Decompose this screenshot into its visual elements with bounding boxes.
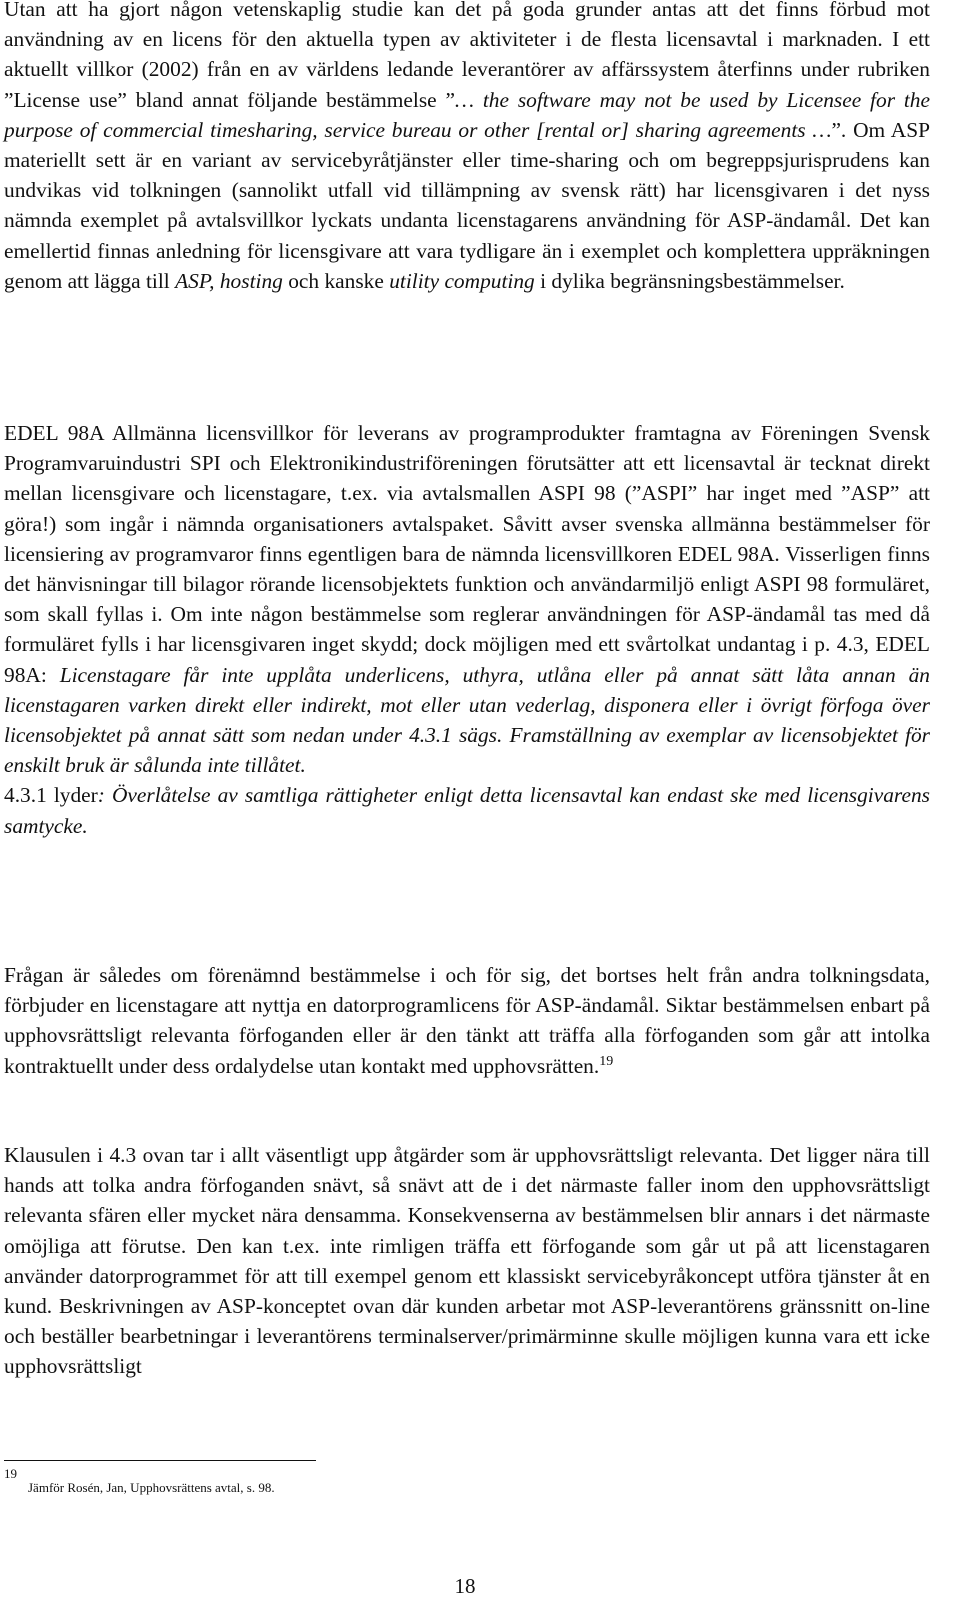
paragraph-edel-98a [4, 418, 930, 841]
quoted-clause: : Överlåtelse av samtliga rättigheter enligt detta licensavtal kan endast ske med licensgivarens samtycke. [4, 783, 930, 838]
paragraph-text: och kanske [282, 268, 390, 293]
footnote-divider [4, 1460, 316, 1461]
paragraph-text: Frågan är således om förenämnd bestämmelse i och för sig, det bortses helt från andra tolkningsdata, förbjuder en licenstagare att nyttja en datorprogramlicens för ASP-ändamål. Siktar bestämmelsen enbart på upphovsrättsligt relevanta förfoganden eller är den tänkt att träffa alla förfoganden som går att intolka kontraktuellt under dess ordalydelse utan kontakt med upphovsrätten. [4, 963, 930, 1078]
quoted-clause: … the software may not be used by Licensee for the purpose of commercial timesharing, service bureau or other [rental or] sharing agreements … [4, 87, 930, 142]
footnote-reference[interactable]: 19 [599, 1053, 614, 1069]
paragraph-clause-4-3 [4, 1140, 930, 1382]
quoted-clause: Licenstagare får inte upplåta underlicens, uthyra, utlåna eller på annat sätt låta annan än licenstagaren varken direkt eller indirekt, mot eller utan vederlag, disponera eller i övrigt förfoga över licensobjektet på annat sätt som nedan under 4.3.1 sägs. Framställning av exemplar av licensobjektet för enskilt bruk är sålunda inte tillåtet. [4, 662, 930, 778]
paragraph-question [4, 960, 930, 1081]
paragraph-text: ”. Om ASP materiellt sett är en variant av servicebyråtjänster eller time-sharing och om begreppsjurisprudens kan undvikas vid tolkningen (sannolikt utfall vid tillämpning av svensk rätt) har licensgivaren i det nyss nämnda exemplet på avtalsvillkor lyckats undanta licenstagarens användning för ASP-ändamål. Det kan emellertid finnas anledning för licensgivare att vara tydligare än i exemplet och komplettera uppräkningen genom att lägga till [4, 117, 930, 293]
paragraph-license-use [4, 0, 930, 296]
paragraph-text: 4.3.1 lyder [4, 783, 98, 808]
footnote-number: 19 [4, 1466, 17, 1481]
emphasis-term: ASP, hosting [175, 268, 283, 293]
paragraph-text: Utan att ha gjort någon vetenskaplig studie kan det på goda grunder antas att det finns förbud mot användning av en licens för den aktuella typen av aktiviteter i de flesta licensavtal i marknaden. I ett aktuellt villkor (2002) från en av världens ledande leverantörer av affärssystem återfinns under rubriken ”License use” bland annat följande bestämmelse ” [4, 0, 930, 112]
paragraph-text: Klausulen i 4.3 ovan tar i allt väsentligt upp åtgärder som är upphovsrättsligt relevanta. Det ligger nära till hands att tolka andra förfoganden snävt, så snävt att de i det närmaste faller inom den upphovsrättsligt relevanta sfären eller mycket nära densamma. Konsekvenserna av bestämmelsen blir annars i det närmaste omöjliga att förutse. Den kan t.ex. inte rimligen träffa ett förfogande som går ut på att licenstagaren använder datorprogrammet för att till exempel genom ett klassiskt servicebyråkoncept utföra tjänster åt en kund. Beskrivningen av ASP-konceptet ovan där kunden arbetar mot ASP-leverantörens gränssnitt on-line och beställer bearbetningar i leverantörens terminalserver/primärminne skulle möjligen kunna vara ett icke upphovsrättsligt [4, 1143, 930, 1379]
paragraph-text: EDEL 98A Allmänna licensvillkor för leverans av programprodukter framtagna av Föreningen Svensk Programvaruindustri SPI och Elektronikindustriföreningen förutsätter att ett licensavtal är tecknat direkt mellan licensgivare och licenstagare, t.ex. via avtalsmallen ASPI 98 (”ASPI” har inget med ”ASP” att göra!) som ingår i nämnda organisationers avtalspaket. Såvitt avser svenska allmänna bestämmelser för licensiering av programvaror finns egentligen bara de nämnda licensvillkoren EDEL 98A. Visserligen finns det hänvisningar till bilagor rörande licensobjektets funktion och användarmiljö enligt ASPI 98 formuläret, som skall fyllas i. Om inte någon bestämmelse som reglerar användningen för ASP-ändamål tas med då formuläret fylls i har licensgivaren inget skydd; dock möjligen med ett svårtolkat undantag i p. 4.3, EDEL 98A: [4, 421, 930, 687]
paragraph-text: i dylika begränsningsbestämmelser. [534, 268, 845, 293]
emphasis-term: utility computing [389, 268, 535, 293]
footnote-text: Jämför Rosén, Jan, Upphovsrättens avtal, s. 98. [28, 1480, 275, 1495]
page-number: 18 [454, 1574, 476, 1598]
